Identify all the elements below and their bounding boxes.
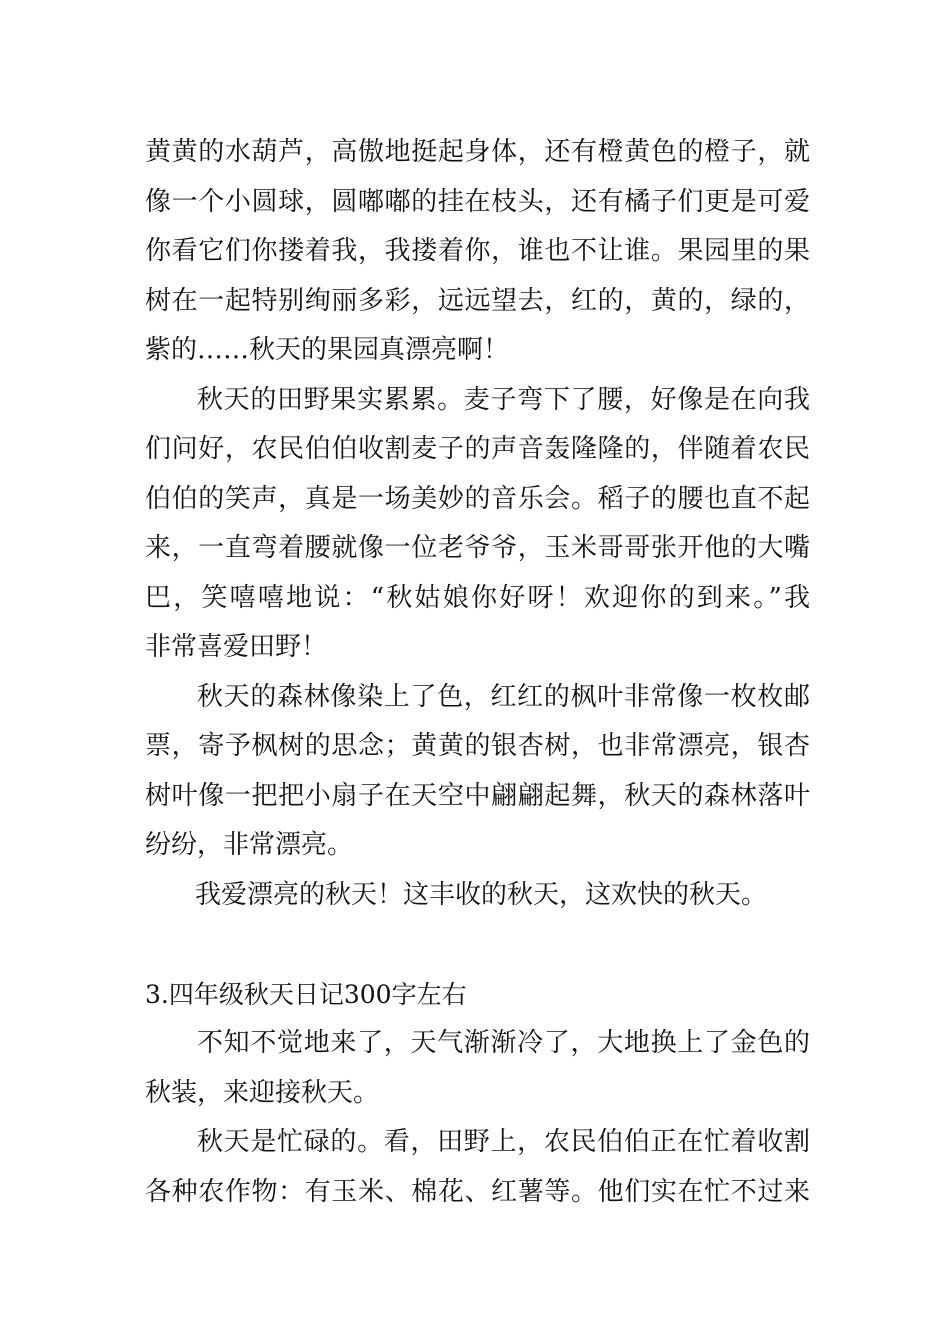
text-line: 树在一起特别绚丽多彩，远远望去，红的，黄的，绿的，	[145, 285, 810, 316]
document-page	[145, 128, 810, 1217]
text-line: 秋天的森林像染上了色，红红的枫叶非常像一枚枚邮	[197, 681, 810, 712]
text-line: 黄黄的水葫芦，高傲地挺起身体，还有橙黄色的橙子，就	[145, 137, 810, 167]
text-line: 们问好，农民伯伯收割麦子的声音轰隆隆的，伴随着农民	[145, 434, 810, 464]
section-heading: 3.四年级秋天日记300字左右	[145, 979, 467, 1009]
text-line: 秋装，来迎接秋天。	[145, 1077, 380, 1108]
text-line: 不知不觉地来了，天气渐渐冷了，大地换上了金色的	[197, 1028, 810, 1058]
paragraph-forest	[145, 673, 810, 871]
paragraph-fields	[145, 376, 810, 673]
text-line: 票，寄予枫树的思念；黄黄的银杏树，也非常漂亮，银杏	[145, 731, 810, 761]
text-line: 来，一直弯着腰就像一位老爷爷，玉米哥哥张开他的大嘴	[145, 533, 810, 563]
blank-line	[145, 920, 810, 970]
text-line: 紫的……秋天的果园真漂亮啊！	[145, 335, 510, 365]
text-line: 你看它们你搂着我，我搂着你，谁也不让谁。果园里的果	[145, 236, 810, 266]
text-line: 树叶像一把把小扇子在天空中翩翩起舞，秋天的森林落叶	[145, 780, 810, 811]
text-line: 秋天的田野果实累累。麦子弯下了腰，好像是在向我	[197, 384, 810, 415]
paragraph-intro	[145, 1019, 810, 1118]
text-line: 伯伯的笑声，真是一场美妙的音乐会。稻子的腰也直不起	[145, 483, 810, 514]
paragraph-orchard	[145, 128, 810, 376]
paragraph-conclusion	[145, 871, 810, 921]
text-line: 我爱漂亮的秋天！这丰收的秋天，这欢快的秋天。	[195, 879, 768, 910]
text-line: 非常喜爱田野！	[145, 632, 328, 662]
text-line: 像一个小圆球，圆嘟嘟的挂在枝头，还有橘子们更是可爱	[145, 186, 810, 217]
text-line: 秋天是忙碌的。看，田野上，农民伯伯正在忙着收割	[197, 1127, 810, 1157]
text-line: 纷纷，非常漂亮。	[145, 830, 354, 860]
text-line: 各种农作物：有玉米、棉花、红薯等。他们实在忙不过来	[145, 1176, 810, 1207]
paragraph-busy	[145, 1118, 810, 1217]
text-line: 巴，笑嘻嘻地说：“秋姑娘你好呀！欢迎你的到来。”我	[145, 582, 810, 613]
